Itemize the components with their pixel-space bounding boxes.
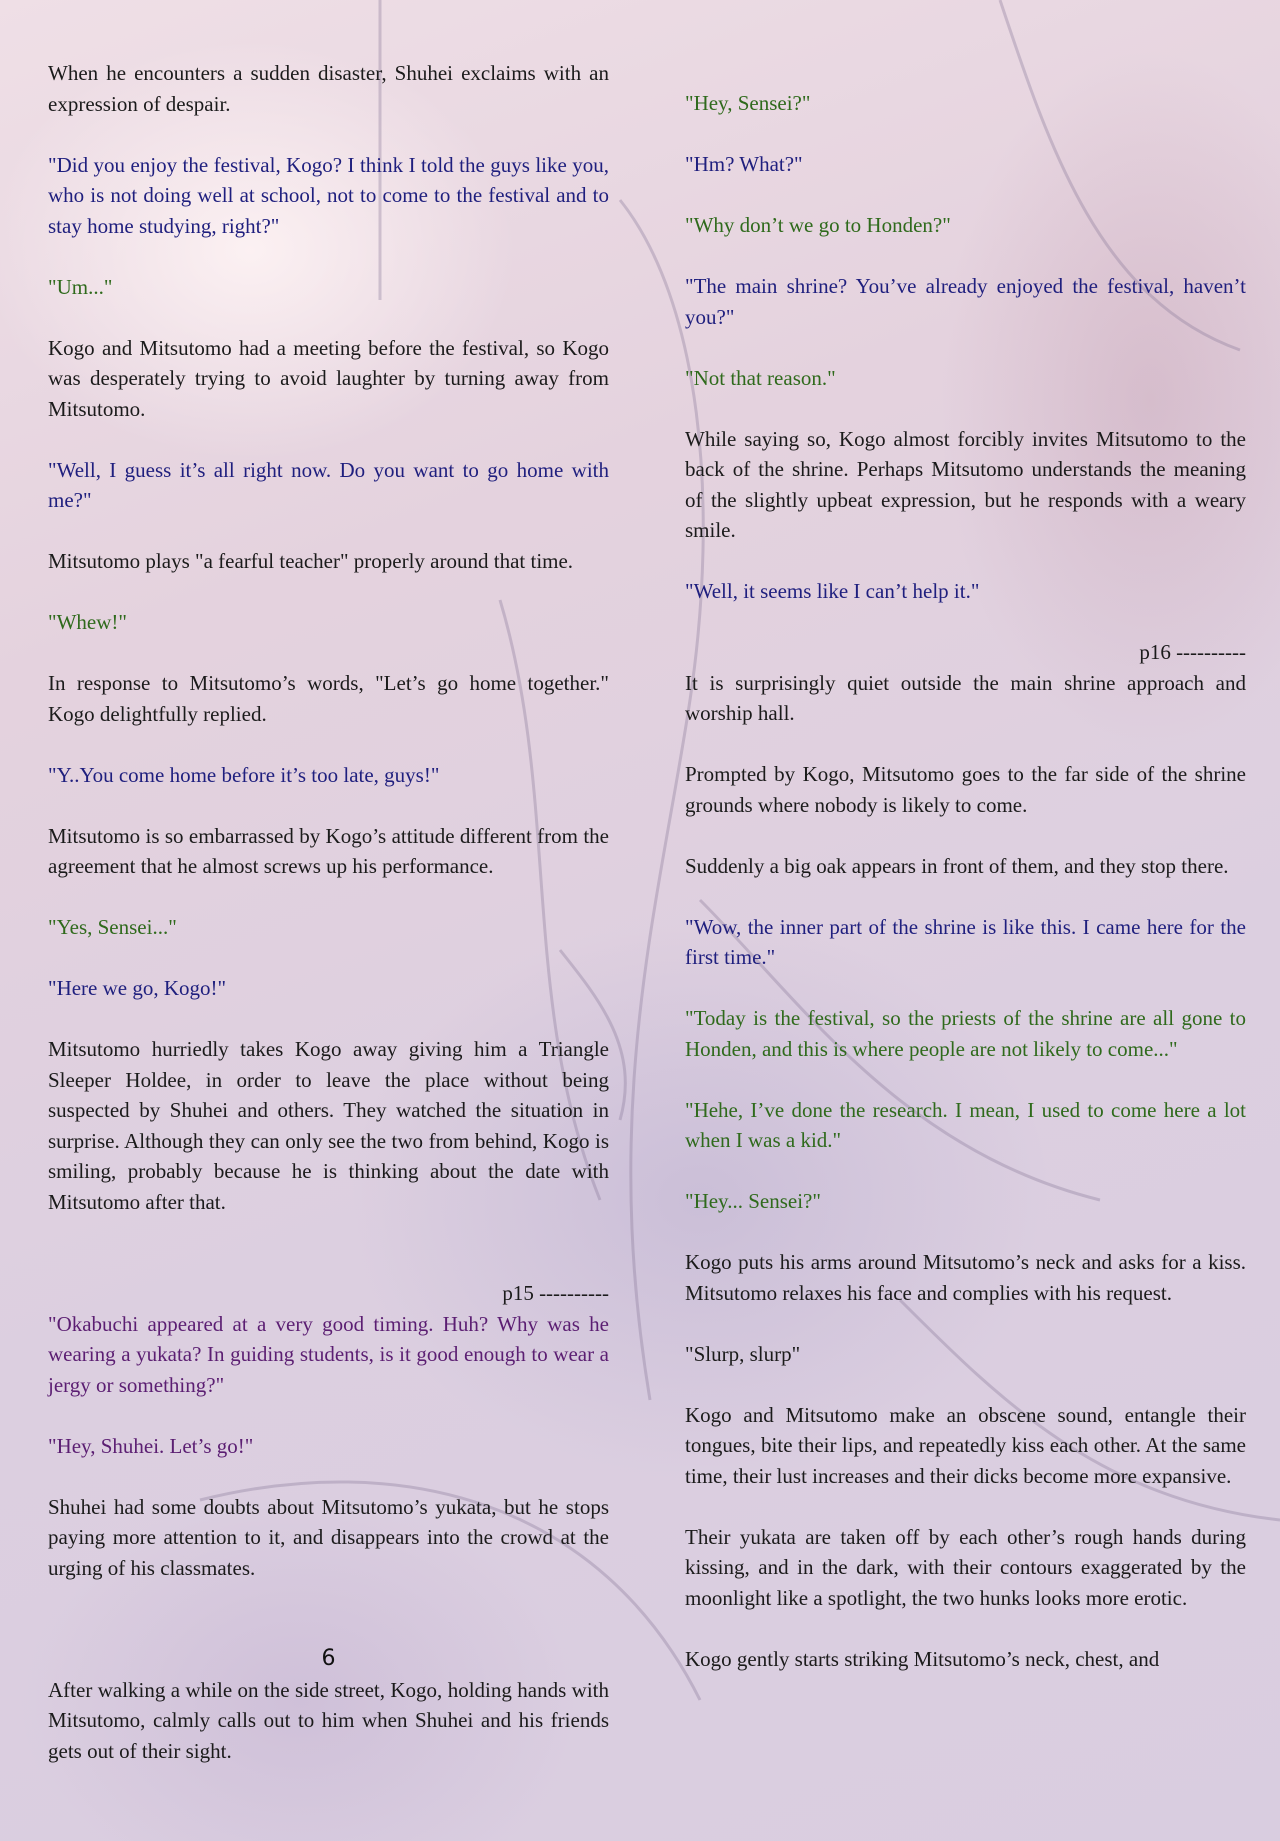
- dialogue-paragraph: "Hey, Sensei?": [685, 91, 811, 115]
- dialogue-paragraph: "Y..You come home before it’s too late, guys!": [48, 762, 440, 787]
- narration-paragraph: Their yukata are taken off by each other’s rough hands during kissing, and in the dark, with their contours exaggerated by the moonlight like a spotlight, the two hunks looks more erotic.: [685, 1524, 1246, 1610]
- chapter-number: 6: [321, 1646, 336, 1671]
- dialogue-paragraph: "Why don’t we go to Honden?": [685, 213, 951, 237]
- dialogue-paragraph: "Today is the festival, so the priests of the shrine are all gone to Honden, and this is where people are not likely to come...": [685, 1006, 1246, 1061]
- dialogue-paragraph: "Did you enjoy the festival, Kogo? I think I told the guys like you, who is not doing well at school, not to come to the festival and to stay home studying, right?": [48, 152, 609, 238]
- narration-paragraph: It is surprisingly quiet outside the main shrine approach and worship hall.: [685, 670, 1246, 725]
- dialogue-paragraph: "Hey, Shuhei. Let’s go!": [48, 1433, 254, 1458]
- dialogue-paragraph: "Hey... Sensei?": [685, 1189, 821, 1213]
- dialogue-paragraph: "Hm? What?": [685, 152, 803, 176]
- narration-paragraph: "Slurp, slurp": [685, 1341, 801, 1366]
- narration-paragraph: Prompted by Kogo, Mitsutomo goes to the far side of the shrine grounds where nobody is likely to come.: [685, 762, 1246, 817]
- narration-paragraph: Kogo gently starts striking Mitsutomo’s neck, chest, and: [685, 1646, 1160, 1671]
- dialogue-paragraph: "The main shrine? You’ve already enjoyed the festival, haven’t you?": [685, 274, 1246, 329]
- narration-paragraph: Mitsutomo plays "a fearful teacher" properly around that time.: [48, 549, 574, 573]
- page-marker: p16 ----------: [1139, 640, 1246, 664]
- narration-paragraph: While saying so, Kogo almost forcibly invites Mitsutomo to the back of the shrine. Perhaps Mitsutomo understands the meaning of the slightly upbeat expression, but he responds with a weary smile.: [685, 426, 1246, 542]
- dialogue-paragraph: "Hehe, I’ve done the research. I mean, I used to come here a lot when I was a kid.": [685, 1097, 1246, 1152]
- narration-paragraph: Kogo and Mitsutomo make an obscene sound, entangle their tongues, bite their lips, and repeatedly kiss each other. At the same time, their lust increases and their dicks become more expansive.: [685, 1402, 1246, 1488]
- narration-paragraph: Shuhei had some doubts about Mitsutomo’s yukata, but he stops paying more attention to it, and disappears into the crowd at the urging of his classmates.: [48, 1494, 609, 1580]
- narration-paragraph: In response to Mitsutomo’s words, "Let’s go home together." Kogo delightfully replied.: [48, 671, 609, 726]
- dialogue-paragraph: "Wow, the inner part of the shrine is like this. I came here for the first time.": [685, 914, 1246, 969]
- left-column: [48, 58, 609, 1797]
- dialogue-paragraph: "Well, I guess it’s all right now. Do you want to go home with me?": [48, 457, 609, 512]
- page-marker: p15 ----------: [502, 1281, 609, 1305]
- dialogue-paragraph: "Um...": [48, 274, 113, 299]
- dialogue-paragraph: "Not that reason.": [685, 365, 836, 390]
- dialogue-paragraph: "Whew!": [48, 610, 127, 634]
- dialogue-paragraph: "Here we go, Kogo!": [48, 976, 227, 1000]
- dialogue-paragraph: "Well, it seems like I can’t help it.": [685, 579, 980, 603]
- right-column: [685, 88, 1246, 1705]
- narration-paragraph: Mitsutomo hurriedly takes Kogo away giving him a Triangle Sleeper Holdee, in order to leave the place without being suspected by Shuhei and others. They watched the situation in surprise. Although they can only see the two from behind, Kogo is smiling, probably because he is thinking about the date with Mitsutomo after that.: [48, 1037, 609, 1214]
- narration-paragraph: Mitsutomo is so embarrassed by Kogo’s attitude different from the agreement that he almost screws up his performance.: [48, 823, 609, 878]
- dialogue-paragraph: "Yes, Sensei...": [48, 915, 177, 939]
- narration-paragraph: After walking a while on the side street, Kogo, holding hands with Mitsutomo, calmly calls out to him when Shuhei and his friends gets out of their sight.: [48, 1677, 609, 1763]
- narration-paragraph: When he encounters a sudden disaster, Shuhei exclaims with an expression of despair.: [48, 61, 609, 116]
- narration-paragraph: Kogo and Mitsutomo had a meeting before the festival, so Kogo was desperately trying to avoid laughter by turning away from Mitsutomo.: [48, 335, 609, 421]
- narration-paragraph: Suddenly a big oak appears in front of them, and they stop there.: [685, 853, 1229, 878]
- narration-paragraph: Kogo puts his arms around Mitsutomo’s neck and asks for a kiss. Mitsutomo relaxes his face and complies with his request.: [685, 1250, 1246, 1305]
- dialogue-paragraph: "Okabuchi appeared at a very good timing. Huh? Why was he wearing a yukata? In guiding students, is it good enough to wear a jergy or something?": [48, 1311, 609, 1397]
